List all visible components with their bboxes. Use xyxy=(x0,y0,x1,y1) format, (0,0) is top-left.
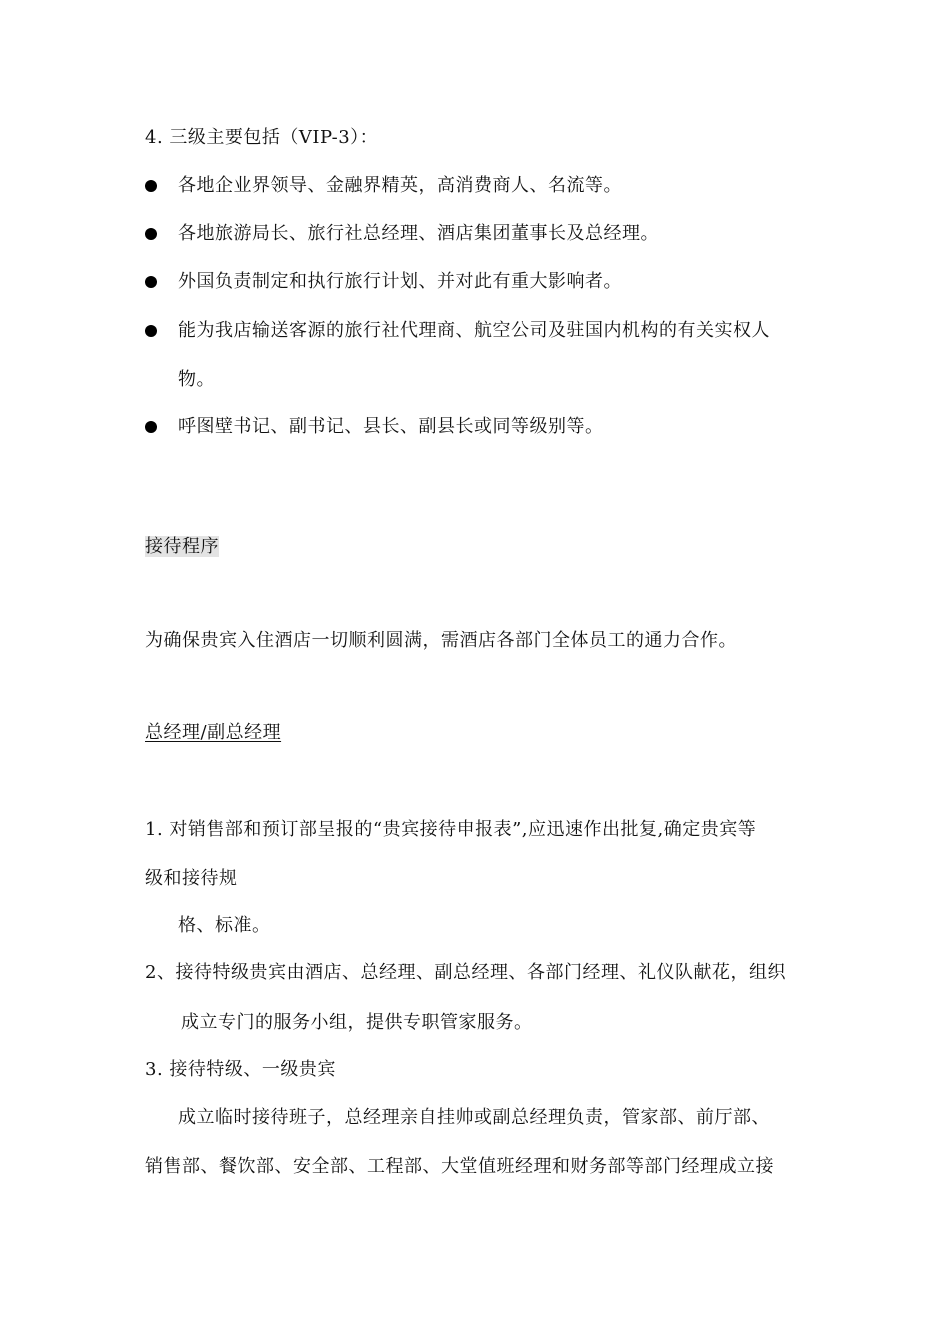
gm-point-2-line-2: 成立专门的服务小组，提供专职管家服务。 xyxy=(181,1012,533,1033)
gm-point-1-line-3: 格、标准。 xyxy=(178,915,271,936)
section-title-reception xyxy=(145,535,219,559)
underlined-title: 总经理/副总经理 xyxy=(145,722,282,743)
vip3-item-text: 能为我店输送客源的旅行社代理商、航空公司及驻国内机构的有关实权人 xyxy=(178,320,770,341)
reception-intro: 为确保贵宾入住酒店一切顺利圆满，需酒店各部门全体员工的通力合作。 xyxy=(145,630,737,651)
bullet-icon xyxy=(145,325,157,337)
gm-point-3-line-1: 3. 接待特级、一级贵宾 xyxy=(145,1059,336,1080)
bullet-icon xyxy=(145,180,157,192)
vip3-item-text: 各地企业界领导、金融界精英，高消费商人、名流等。 xyxy=(178,175,622,196)
vip3-item-text: 各地旅游局长、旅行社总经理、酒店集团董事长及总经理。 xyxy=(178,223,659,244)
gm-point-1-line-2: 级和接待规 xyxy=(145,868,238,889)
section-title-gm xyxy=(145,721,281,745)
vip3-item-text: 呼图壁书记、副书记、县长、副县长或同等级别等。 xyxy=(178,416,604,437)
gm-point-3-line-3: 销售部、餐饮部、安全部、工程部、大堂值班经理和财务部等部门经理成立接 xyxy=(145,1156,774,1177)
gm-point-3-line-2: 成立临时接待班子，总经理亲自挂帅或副总经理负责，管家部、前厅部、 xyxy=(178,1107,770,1128)
vip3-heading: 4. 三级主要包括（VIP-3）： xyxy=(145,127,379,148)
bullet-icon xyxy=(145,276,157,288)
vip3-item-text: 外国负责制定和执行旅行计划、并对此有重大影响者。 xyxy=(178,271,622,292)
bullet-icon xyxy=(145,421,157,433)
gm-point-1-line-1: 1. 对销售部和预订部呈报的“贵宾接待申报表”,应迅速作出批复,确定贵宾等 xyxy=(145,819,757,840)
gm-point-2-line-1: 2、接待特级贵宾由酒店、总经理、副总经理、各部门经理、礼仪队献花，组织 xyxy=(145,962,786,983)
highlighted-title: 接待程序 xyxy=(145,536,219,557)
vip3-item-continuation: 物。 xyxy=(178,369,215,390)
bullet-icon xyxy=(145,228,157,240)
